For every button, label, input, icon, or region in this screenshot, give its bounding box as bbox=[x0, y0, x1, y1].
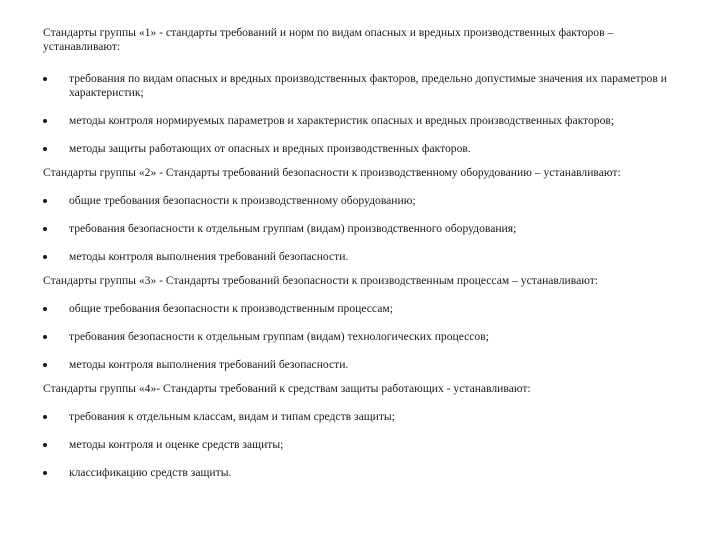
list-item-text: методы защиты работающих от опасных и вредных производственных факторов. bbox=[69, 142, 471, 155]
list-item-text: методы контроля и оценке средств защиты; bbox=[69, 438, 284, 451]
list-item bbox=[43, 302, 693, 316]
group-3-intro: Стандарты группы «3» - Стандарты требований безопасности к производственным процессам – устанавливают: bbox=[43, 274, 599, 287]
list-item-text: требования безопасности к отдельным группам (видам) производственного оборудования; bbox=[69, 222, 517, 235]
list-item bbox=[43, 194, 693, 208]
group-2-intro: Стандарты группы «2» - Стандарты требований безопасности к производственному оборудованию – устанавливают: bbox=[43, 166, 621, 179]
list-item bbox=[43, 438, 693, 452]
bullet-icon bbox=[43, 77, 47, 81]
list-item bbox=[43, 330, 693, 344]
bullet-icon bbox=[43, 443, 47, 447]
list-item-text: требования к отдельным классам, видам и типам средств защиты; bbox=[69, 410, 395, 423]
list-item-text: методы контроля выполнения требований безопасности. bbox=[69, 250, 349, 263]
group-3-list bbox=[43, 302, 693, 372]
bullet-icon bbox=[43, 199, 47, 203]
list-item-text: требования безопасности к отдельным группам (видам) технологических процессов; bbox=[69, 330, 489, 343]
list-item-text: классификацию средств защиты. bbox=[69, 466, 232, 479]
group-1-intro: Стандарты группы «1» - стандарты требований и норм по видам опасных и вредных производственных факторов – устанавливают: bbox=[43, 26, 614, 53]
list-item-text: методы контроля выполнения требований безопасности. bbox=[69, 358, 349, 371]
group-4-list bbox=[43, 410, 693, 480]
bullet-icon bbox=[43, 255, 47, 259]
document-body bbox=[43, 26, 693, 480]
list-item bbox=[43, 358, 693, 372]
list-item-text: методы контроля нормируемых параметров и характеристик опасных и вредных производственных факторов; bbox=[69, 114, 615, 127]
group-1-list bbox=[43, 72, 693, 156]
group-4-intro: Стандарты группы «4»- Стандарты требований к средствам защиты работающих - устанавливают: bbox=[43, 382, 531, 395]
bullet-icon bbox=[43, 415, 47, 419]
list-item bbox=[43, 250, 693, 264]
list-item-text: общие требования безопасности к производственному оборудованию; bbox=[69, 194, 416, 207]
bullet-icon bbox=[43, 307, 47, 311]
bullet-icon bbox=[43, 119, 47, 123]
list-item bbox=[43, 222, 693, 236]
list-item bbox=[43, 72, 693, 100]
bullet-icon bbox=[43, 147, 47, 151]
list-item-text: общие требования безопасности к производственным процессам; bbox=[69, 302, 393, 315]
list-item bbox=[43, 466, 693, 480]
list-item bbox=[43, 114, 693, 128]
bullet-icon bbox=[43, 471, 47, 475]
list-item-text: требования по видам опасных и вредных производственных факторов, предельно допустимые значения их параметров и характеристик; bbox=[69, 72, 667, 99]
bullet-icon bbox=[43, 227, 47, 231]
bullet-icon bbox=[43, 363, 47, 367]
bullet-icon bbox=[43, 335, 47, 339]
list-item bbox=[43, 142, 693, 156]
list-item bbox=[43, 410, 693, 424]
group-2-list bbox=[43, 194, 693, 264]
